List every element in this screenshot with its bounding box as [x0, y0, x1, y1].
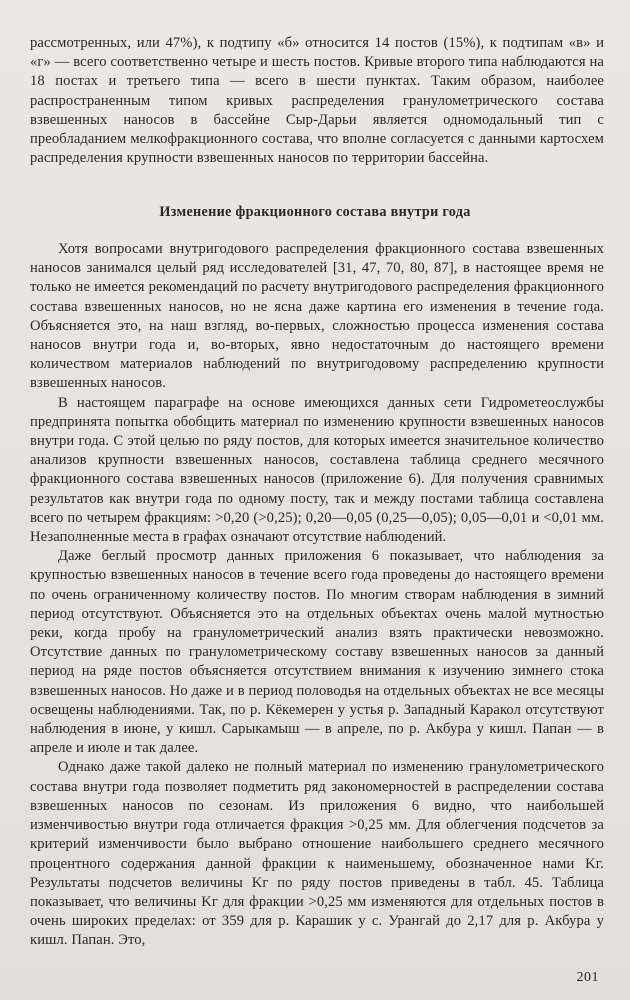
paragraph-3: Даже беглый просмотр данных приложения 6 показывает, что наблюдения за крупностью взвешенных наносов в течение всего года проведены до настоящего времени по очень ограниченному количеству постов. По многим створам наблюдения в зимний период отсутствуют. Объясняется это на отдельных объектах очень малой мутностью реки, когда пробу на гранулометрический анализ взять практически невозможно. Отсутствие данных по гранулометрическому составу взвешенных наносов за данный период на ряде постов объясняется отсутствием внимания к изучению зимнего стока взвешенных наносов. Но даже и в период половодья на отдельных объектах не все месяцы освещены наблюдениями. Так, по р. Кёкемерен у устья р. Западный Каракол отсутствуют наблюдения в июне, у кишл. Сарыкамыш — в апреле, по р. Акбура у кишл. Папан — в апреле и июле и так далее.	[30, 548, 604, 757]
text-block-section	[30, 240, 604, 951]
paragraph-2: В настоящем параграфе на основе имеющихся данных сети Гидрометеослужбы предпринята попытка обобщить материал по изменению крупности взвешенных наносов внутри года. С этой целью по ряду постов, для которых имеется значительное количество анализов крупности взвешенных наносов, составлена таблица среднего месячного фракционного состава взвешенных наносов (приложение 6). Для получения сравнимых результатов как внутри года по одному посту, так и между постами таблица составлена всего по четырем фракциям: >0,20 (>0,25); 0,20—0,05 (0,25—0,05); 0,05—0,01 и <0,01 мм. Незаполненные места в графах означают отсутствие наблюдений.	[30, 394, 604, 546]
paragraph-1: Хотя вопросами внутригодового распределения фракционного состава взвешенных наносов занимался целый ряд исследователей [31, 47, 70, 80, 87], в настоящее время не только не имеется рекомендаций по расчету внутригодового распределения фракционного состава взвешенных наносов, но не ясна даже картина его изменения в течение года. Объясняется это, на наш взгляд, во-первых, сложностью процесса изменения состава наносов внутри года и, во-вторых, явно недостаточным до настоящего времени количеством материалов наблюдений по внутригодовому распределению крупности взвешенных наносов.	[30, 241, 604, 392]
paragraph-intro: рассмотренных, или 47%), к подтипу «б» относится 14 постов (15%), к подтипам «в» и «г» — всего соответственно четыре и шесть постов. Кривые второго типа наблюдаются на 18 постах и третьего типа — всего в шести пунктах. Таким образом, наиболее распространенным типом кривых распределения гранулометрического состава взвешенных наносов в бассейне Сыр-Дарьи является одномодальный тип с преобладанием мелкофракционного состава, что вполне согласуется с данными картосхем распределения крупности взвешенных наносов по территории бассейна.	[30, 35, 604, 167]
text-block-intro	[30, 34, 604, 168]
section-heading: Изменение фракционного состава внутри года	[159, 204, 471, 220]
page-number: 201	[576, 970, 599, 985]
paragraph-4: Однако даже такой далеко не полный материал по изменению гранулометрического состава внутри года позволяет подметить ряд закономерностей в распределении состава взвешенных наносов по сезонам. Из приложения 6 видно, что наибольшей изменчивостью внутри года отличается фракция >0,25 мм. Для облегчения подсчетов за критерий изменчивости было выбрано отношение наибольшего среднего месячного процентного содержания данной фракции к наименьшему, обозначенное нами Kг. Результаты подсчетов величины Kг по ряду постов приведены в табл. 45. Таблица показывает, что величины Kг для фракции >0,25 мм изменяются для отдельных постов в очень широких пределах: от 359 для р. Карашик у с. Урангай до 2,17 для р. Акбура у кишл. Папан. Это,	[30, 759, 604, 949]
